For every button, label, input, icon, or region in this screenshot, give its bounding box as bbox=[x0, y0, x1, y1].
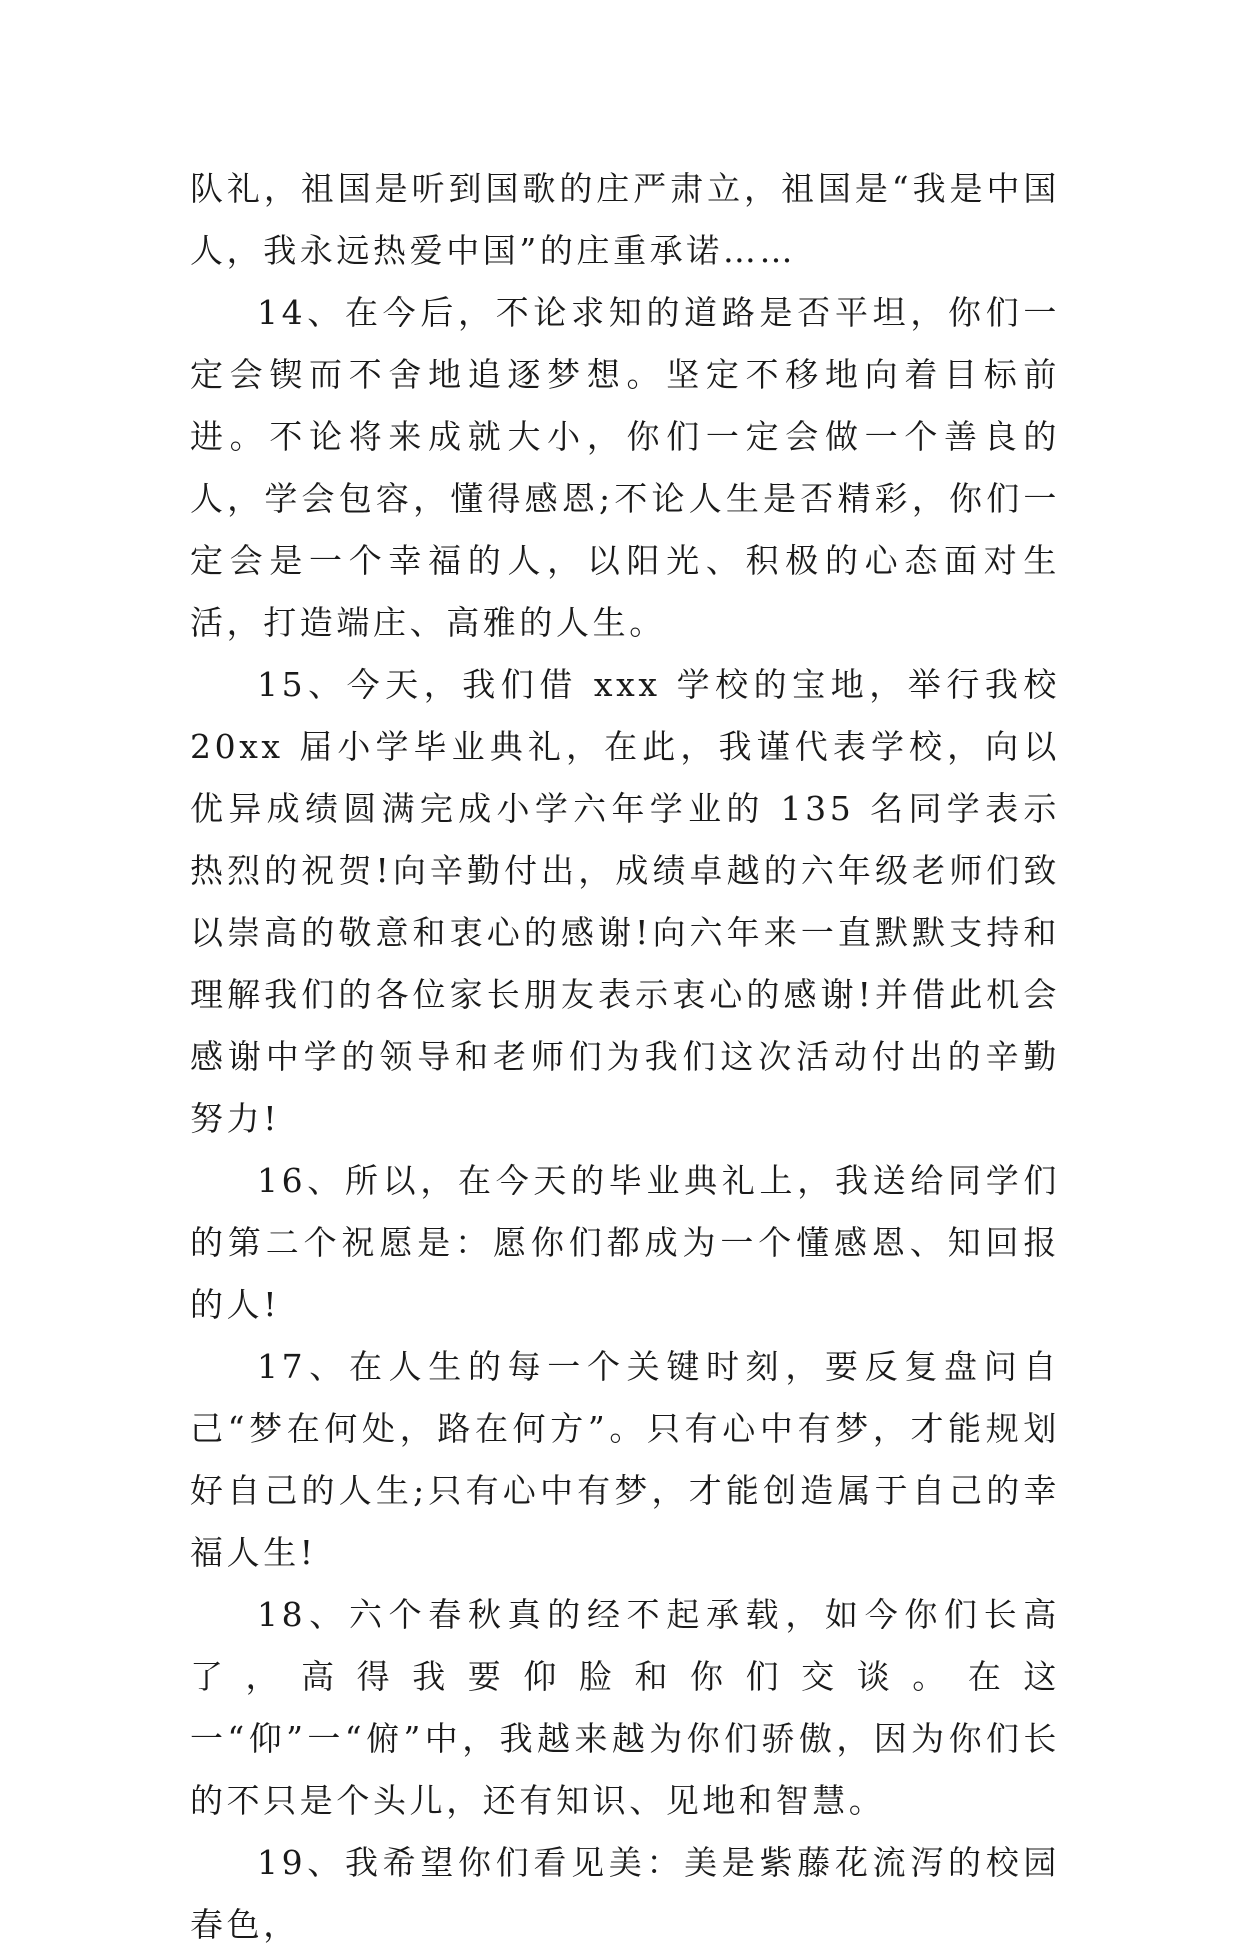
paragraph-14: 14、在今后，不论求知的道路是否平坦，你们一定会锲而不舍地追逐梦想。坚定不移地向着目标前进。不论将来成就大小，你们一定会做一个善良的人，学会包容，懂得感恩;不论人生是否精彩，你们一定会是一个幸福的人，以阳光、积极的心态面对生活，打造端庄、高雅的人生。 bbox=[190, 293, 1060, 642]
paragraph-19: 19、我希望你们看见美：美是紫藤花流泻的校园春色， bbox=[190, 1843, 1060, 1944]
paragraph-continued: 队礼，祖国是听到国歌的庄严肃立，祖国是“我是中国人，我永远热爱中国”的庄重承诺…… bbox=[190, 169, 1060, 270]
paragraph-18: 18、六个春秋真的经不起承载，如今你们长高了，高得我要仰脸和你们交谈。在这一“仰”一“俯”中，我越来越为你们骄傲，因为你们长的不只是个头儿，还有知识、见地和智慧。 bbox=[190, 1595, 1060, 1820]
paragraph-17: 17、在人生的每一个关键时刻，要反复盘问自己“梦在何处，路在何方”。只有心中有梦，才能规划好自己的人生;只有心中有梦，才能创造属于自己的幸福人生! bbox=[190, 1347, 1060, 1572]
paragraph-16: 16、所以，在今天的毕业典礼上，我送给同学们的第二个祝愿是：愿你们都成为一个懂感恩、知回报的人! bbox=[190, 1161, 1060, 1324]
paragraph-15: 15、今天，我们借 xxx 学校的宝地，举行我校 20xx 届小学毕业典礼，在此，我谨代表学校，向以优异成绩圆满完成小学六年学业的 135 名同学表示热烈的祝贺!向辛勤付出，成绩卓越的六年级老师们致以崇高的敬意和衷心的感谢!向六年来一直默默支持和理解我们的各位家长朋友表示衷心的感谢!并借此机会感谢中学的领导和老师们为我们这次活动付出的辛勤努力! bbox=[190, 665, 1060, 1138]
document-body bbox=[190, 158, 1060, 1956]
